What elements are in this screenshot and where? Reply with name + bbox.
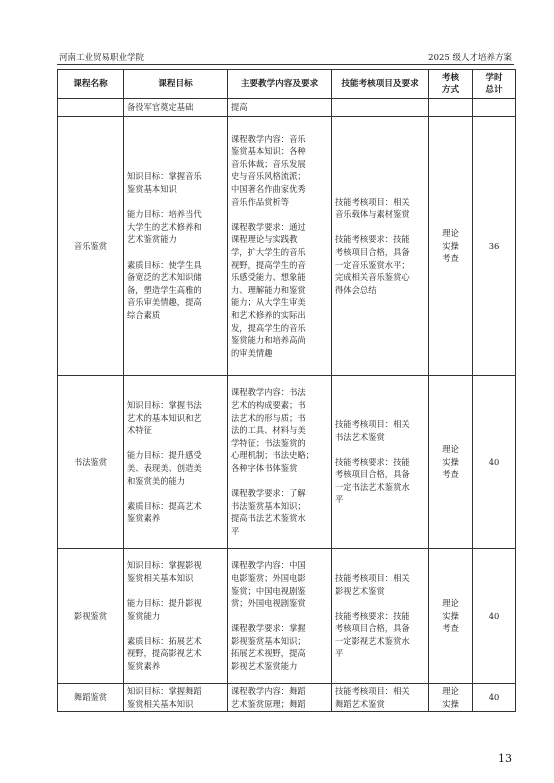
- cell-skill: 技能考核项目：相关 音乐载体与素材鉴赏 技能考核要求：技能 考核项目合格，具备 一定音乐鉴赏水平； 完成相关音乐鉴赏心 得体会总结: [332, 117, 429, 376]
- cell-skill: 技能考核项目：相关 影视艺术鉴赏 技能考核要求：技能 考核项目合格，具备 一定影视艺术鉴赏水 平: [332, 549, 429, 684]
- cell-method: 理论 实操 考查: [429, 549, 473, 684]
- cell-goal: 备役军官奠定基础: [124, 99, 228, 117]
- cell-hours: 40: [473, 684, 516, 712]
- table-row-music: [58, 117, 516, 376]
- cell-hours: [473, 99, 516, 117]
- table-header-row: [58, 70, 516, 99]
- cell-skill: [332, 99, 429, 117]
- cell-goal: 知识目标：掌握书法 艺术的基本知识和艺 术特征 能力目标：提升感受 美、表现美、创造美 和鉴赏美的能力 素质目标：提高艺术 鉴赏素养: [124, 376, 228, 549]
- cell-method: [429, 99, 473, 117]
- col-header-course-name: 课程名称: [58, 70, 124, 99]
- page-number: 13: [498, 752, 512, 765]
- cell-content: 课程教学内容：舞蹈 艺术鉴赏原理；舞蹈: [228, 684, 332, 712]
- col-header-skill: 技能考核项目及要求: [332, 70, 429, 99]
- cell-hours: 40: [473, 376, 516, 549]
- header-school-name: 河南工业贸易职业学院: [59, 53, 145, 63]
- cell-method: 理论 实操: [429, 684, 473, 712]
- col-header-hours: 学时 总计: [473, 70, 516, 99]
- cell-hours: 36: [473, 117, 516, 376]
- course-table: [57, 69, 516, 712]
- header-doc-title: 2025 级人才培养方案: [428, 53, 512, 63]
- table-row-continuation: [58, 99, 516, 117]
- cell-name: 书法鉴赏: [58, 376, 124, 549]
- cell-method: 理论 实操 考查: [429, 117, 473, 376]
- cell-name: 影视鉴赏: [58, 549, 124, 684]
- cell-content: 提高: [228, 99, 332, 117]
- cell-goal: 知识目标：掌握舞蹈 鉴赏相关基本知识: [124, 684, 228, 712]
- table-row-film: [58, 549, 516, 684]
- cell-hours: 40: [473, 549, 516, 684]
- cell-content: 课程教学内容：音乐 鉴赏基本知识：各种 音乐体裁；音乐发展 史与音乐风格流派； 中国著名作曲家优秀 音乐作品赏析等 课程教学要求：通过 课程理论与实践教 学，扩大学生的音乐 视野，提高学生的音 乐感受能力、想象能 力、理解能力和鉴赏 能力；从大学生审美 和艺术修养的实际出 发，提高学生的音乐 鉴赏能力和培养高尚 的审美情趣: [228, 117, 332, 376]
- cell-content: 课程教学内容：中国 电影鉴赏；外国电影 鉴赏；中国电视剧鉴 赏；外国电视剧鉴赏 课程教学要求：掌握 影视鉴赏基本知识； 拓展艺术视野，提高 影视艺术鉴赏能力: [228, 549, 332, 684]
- cell-name: [58, 99, 124, 117]
- cell-name: 音乐鉴赏: [58, 117, 124, 376]
- table-row-dance: [58, 684, 516, 712]
- cell-content: 课程教学内容：书法 艺术的构成要素；书 法艺术的形与质；书 法的工具、材料与美 学特征；书法鉴赏的 心理机制；书法史略； 各种字体书体鉴赏 课程教学要求：了解 书法鉴赏基本知识； 提高书法艺术鉴赏水 平: [228, 376, 332, 549]
- cell-method: 理论 实操 考查: [429, 376, 473, 549]
- page-header: [57, 50, 514, 65]
- cell-skill: 技能考核项目：相关 舞蹈艺术鉴赏: [332, 684, 429, 712]
- cell-goal: 知识目标：掌握音乐 鉴赏基本知识 能力目标：培养当代 大学生的艺术修养和 艺术鉴赏能力 素质目标：使学生具 备宽泛的艺术知识储 备，塑造学生高雅的 音乐审美情趣，提高 综合素质: [124, 117, 228, 376]
- cell-skill: 技能考核项目：相关 书法艺术鉴赏 技能考核要求：技能 考核项目合格，具备 一定书法艺术鉴赏水 平: [332, 376, 429, 549]
- col-header-course-goal: 课程目标: [124, 70, 228, 99]
- col-header-method: 考核 方式: [429, 70, 473, 99]
- col-header-content: 主要教学内容及要求: [228, 70, 332, 99]
- cell-goal: 知识目标：掌握影视 鉴赏相关基本知识 能力目标：提升影视 鉴赏能力 素质目标：拓展艺术 视野，提高影视艺术 鉴赏素养: [124, 549, 228, 684]
- cell-name: 舞蹈鉴赏: [58, 684, 124, 712]
- table-row-calligraphy: [58, 376, 516, 549]
